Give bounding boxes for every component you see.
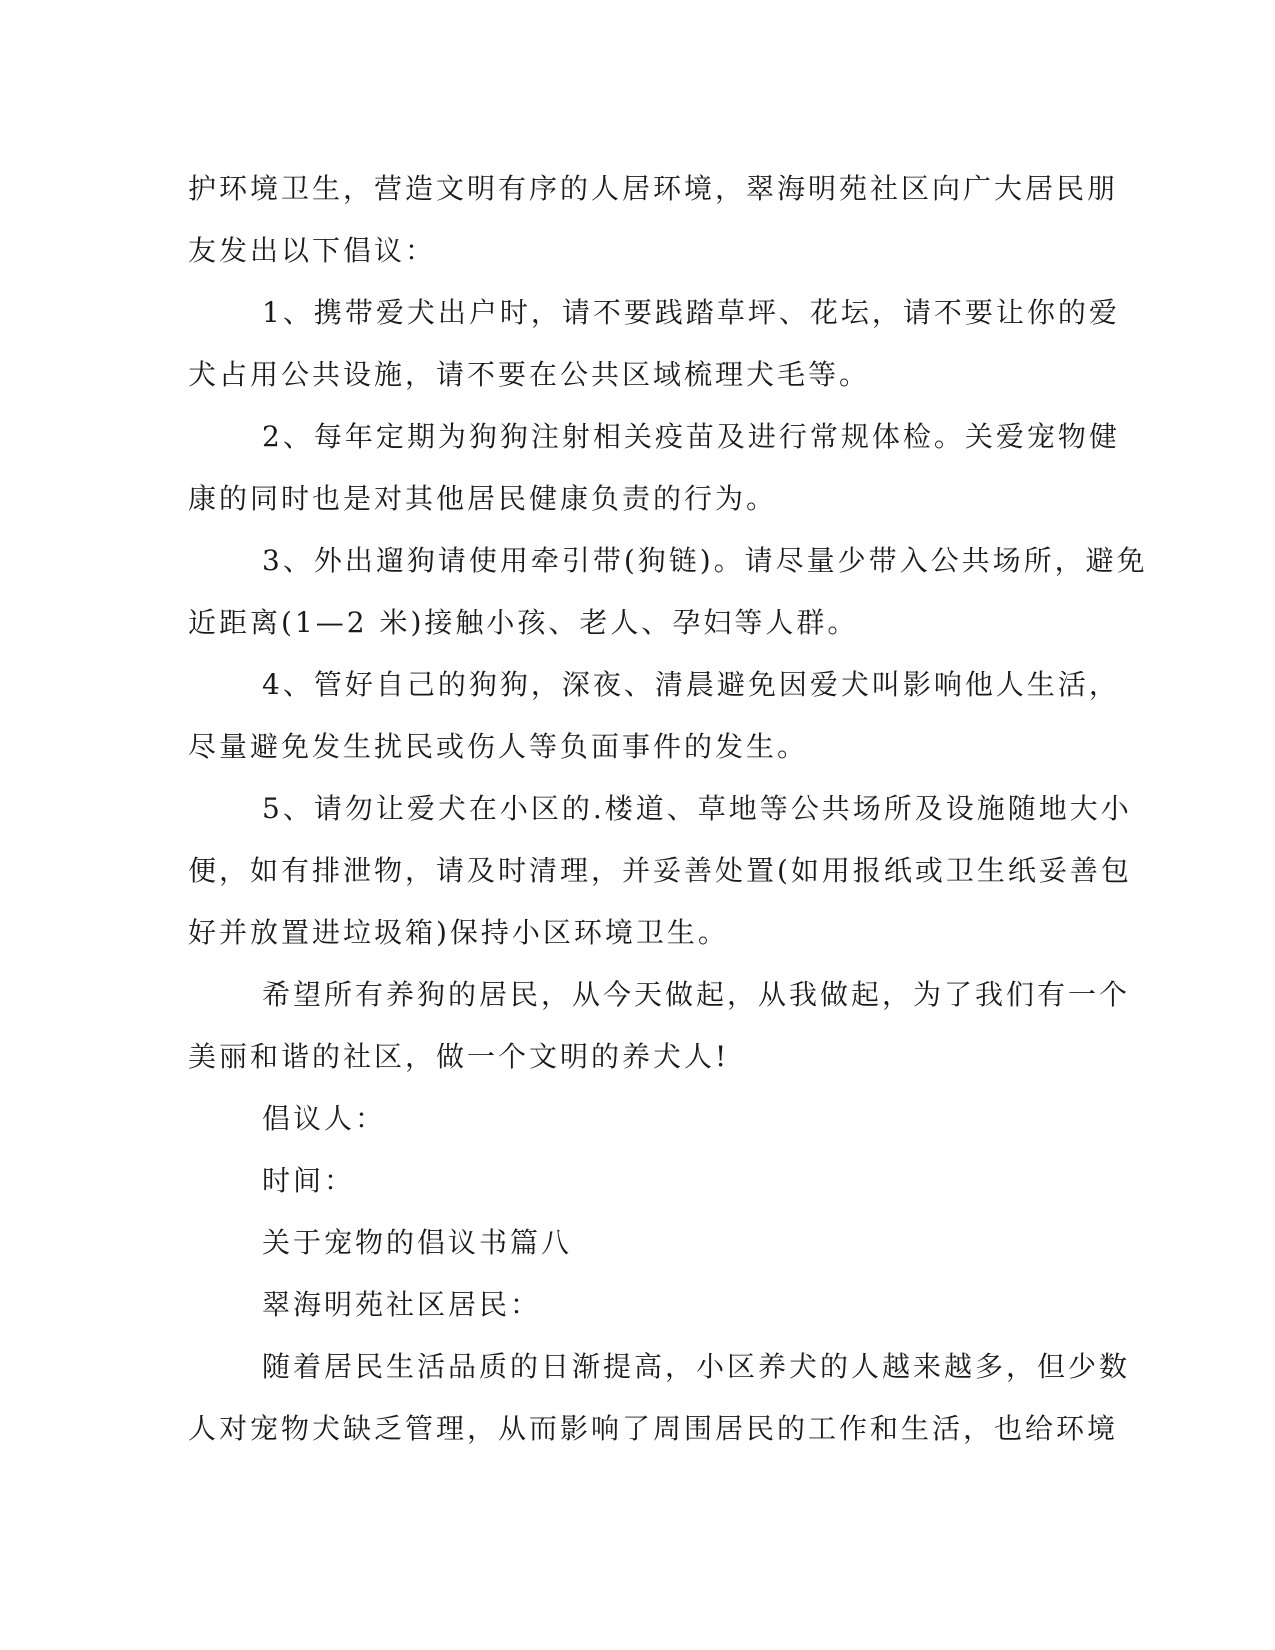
text-line: 好并放置进垃圾箱)保持小区环境卫生。 (188, 916, 729, 949)
text-line: 5、请勿让爱犬在小区的.楼道、草地等公共场所及设施随地大小 (262, 792, 1132, 825)
text-line: 康的同时也是对其他居民健康负责的行为。 (188, 482, 778, 515)
text-line: 友发出以下倡议： (188, 234, 437, 267)
text-line: 护环境卫生，营造文明有序的人居环境，翠海明苑社区向广大居民朋 (188, 172, 1119, 205)
date-label: 时间： (262, 1164, 356, 1197)
text-line: 美丽和谐的社区，做一个文明的养犬人! (188, 1040, 730, 1073)
text-line: 人对宠物犬缺乏管理，从而影响了周围居民的工作和生活，也给环境 (188, 1412, 1119, 1445)
text-line: 随着居民生活品质的日渐提高，小区养犬的人越来越多，但少数 (262, 1350, 1131, 1383)
text-line: 3、外出遛狗请使用牵引带(狗链)。请尽量少带入公共场所，避免 (262, 544, 1148, 577)
paragraph-item-5 (188, 778, 1132, 964)
paragraph-next-intro (188, 1336, 1131, 1460)
text-line: 尽量避免发生扰民或伤人等负面事件的发生。 (188, 730, 809, 763)
paragraph-item-4 (188, 654, 1120, 778)
document-body (188, 158, 1148, 1460)
text-line: 近距离(1—2 米)接触小孩、老人、孕妇等人群。 (188, 606, 859, 639)
text-line: 2、每年定期为狗狗注射相关疫苗及进行常规体检。关爱宠物健 (262, 420, 1120, 453)
initiator-label: 倡议人： (262, 1102, 387, 1135)
paragraph-intro-continued (188, 158, 1119, 282)
paragraph-item-1 (188, 282, 1120, 406)
text-line: 希望所有养狗的居民，从今天做起，从我做起，为了我们有一个 (262, 978, 1131, 1011)
paragraph-closing (188, 964, 1131, 1088)
paragraph-item-2 (188, 406, 1120, 530)
text-line: 便，如有排泄物，请及时清理，并妥善处置(如用报纸或卫生纸妥善包 (188, 854, 1132, 887)
text-line: 犬占用公共设施，请不要在公共区域梳理犬毛等。 (188, 358, 871, 391)
paragraph-item-3 (188, 530, 1148, 654)
text-line: 1、携带爱犬出户时，请不要践踏草坪、花坛，请不要让你的爱 (262, 296, 1120, 329)
salutation: 翠海明苑社区居民： (262, 1288, 542, 1321)
section-title: 关于宠物的倡议书篇八 (262, 1226, 573, 1259)
text-line: 4、管好自己的狗狗，深夜、清晨避免因爱犬叫影响他人生活， (262, 668, 1120, 701)
